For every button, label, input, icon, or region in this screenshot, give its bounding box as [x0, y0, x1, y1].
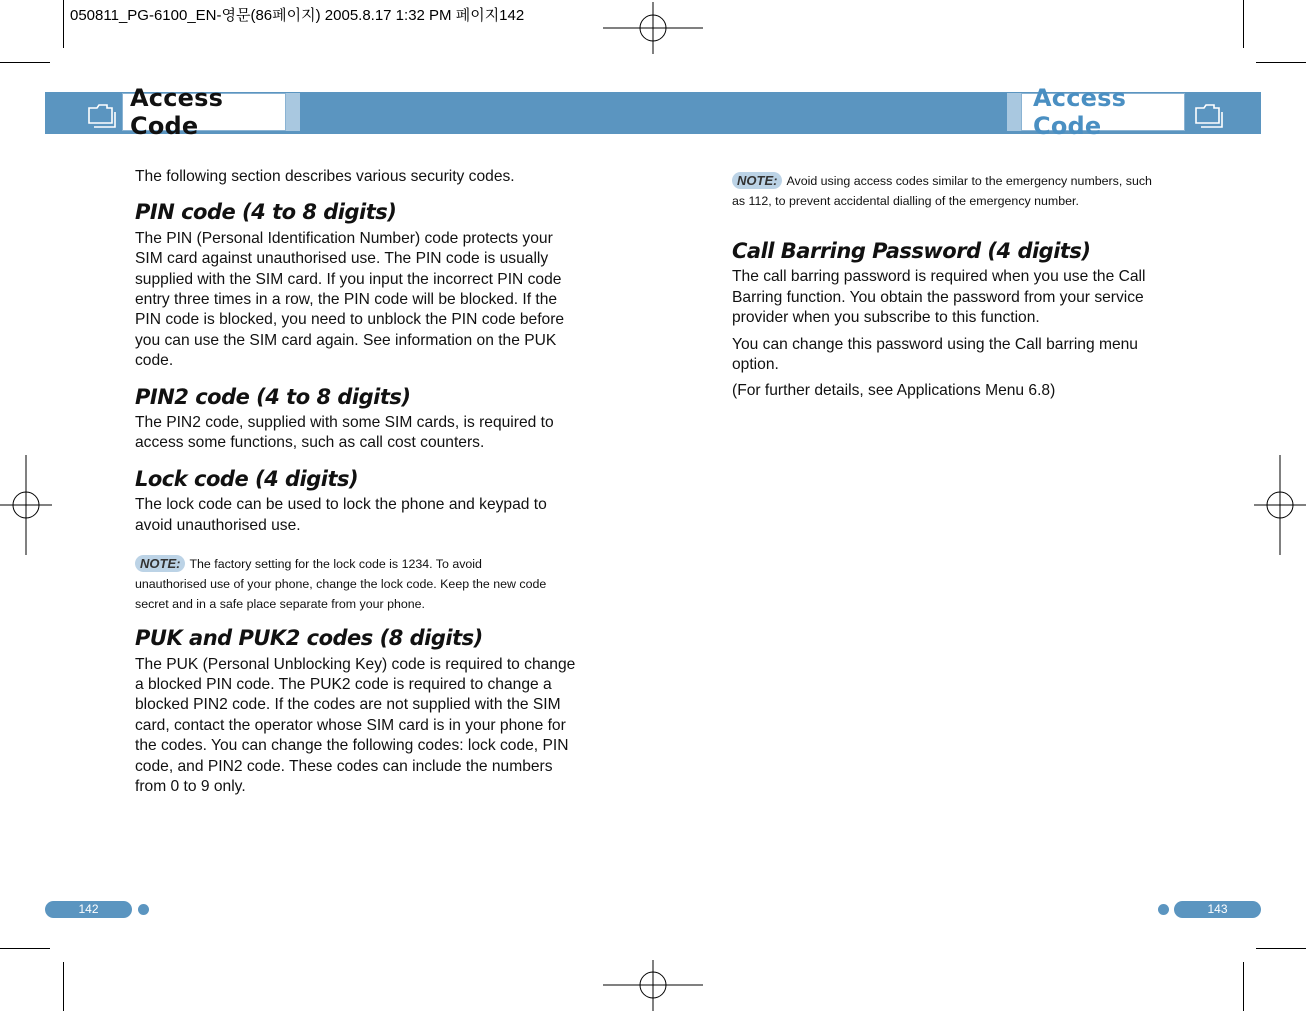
lock-code-heading: Lock code (4 digits) [135, 466, 359, 491]
pin-code-heading: PIN code (4 to 8 digits) [135, 200, 397, 225]
note-label: NOTE: [135, 555, 185, 572]
crop-mark [1256, 62, 1306, 63]
left-page-content [135, 167, 577, 803]
page-dot-right [1158, 904, 1169, 915]
pin2-code-body: The PIN2 code, supplied with some SIM cards, is required to access some functions, such as call cost counters. [135, 414, 554, 452]
puk-codes-heading: PUK and PUK2 codes (8 digits) [135, 626, 483, 651]
call-barring-heading: Call Barring Password (4 digits) [732, 239, 1091, 263]
lock-code-body: The lock code can be used to lock the phone and keypad to avoid unauthorised use. [135, 496, 547, 534]
registration-mark-icon [603, 2, 703, 54]
call-barring-paragraph: You can change this password using the Call barring menu option. [732, 335, 1138, 374]
call-barring-paragraph: (For further details, see Applications Menu 6.8) [732, 382, 1056, 400]
crop-mark [0, 62, 50, 63]
folder-outline-icon [1193, 100, 1223, 128]
print-slug: 050811_PG-6100_EN-영문(86페이지) 2005.8.17 1:32 PM 페이지142 [70, 7, 525, 24]
note-label: NOTE: [732, 172, 782, 189]
puk-codes-body: The PUK (Personal Unblocking Key) code is required to change a blocked PIN code. The PUK2 code is required to change a blocked PIN2 code. If the codes are not supplied with the SIM card, contact the operator whose SIM card is in your phone for the codes. You can change the following codes: lock code, PIN code, and PIN2 code. These codes can include the numbers from 0 to 9 only. [135, 655, 576, 795]
right-page-content [732, 171, 1172, 408]
lock-code-note [135, 554, 555, 614]
intro-text: The following section describes various security codes. [135, 168, 515, 185]
note-text: The factory setting for the lock code is 1234. To avoid unauthorised use of your phone, change the lock code. Keep the new code secret and in a safe place separate from your phone. [135, 557, 547, 612]
crop-mark [1256, 948, 1306, 949]
page-dot-left [138, 904, 149, 915]
registration-mark-icon [0, 455, 52, 555]
crop-mark [63, 962, 64, 1011]
right-page-title: Access Code [1033, 84, 1127, 140]
registration-mark-icon [1254, 455, 1306, 555]
right-title-edge [1007, 93, 1021, 131]
crop-mark [0, 948, 50, 949]
folder-outline-icon [86, 100, 116, 128]
page-number-right: 143 [1174, 901, 1261, 918]
note-text: Avoid using access codes similar to the emergency numbers, such as 112, to prevent accidental dialling of the emergency number. [732, 174, 1152, 208]
page-number-left: 142 [45, 901, 132, 918]
crop-mark [1243, 0, 1244, 48]
left-title-box [122, 84, 286, 140]
left-page-title: Access Code [130, 84, 224, 140]
pin2-code-heading: PIN2 code (4 to 8 digits) [135, 384, 411, 409]
left-title-edge [286, 93, 300, 131]
right-title-box [1021, 84, 1185, 140]
call-barring-paragraph: The call barring password is required when you use the Call Barring function. You obtain the password from your service provider when you subscribe to this function. [732, 268, 1146, 327]
registration-mark-icon [603, 960, 703, 1011]
crop-mark [1243, 962, 1244, 1011]
emergency-note [732, 171, 1157, 211]
pin-code-body: The PIN (Personal Identification Number) code protects your SIM card against unauthorised use. The PIN code is usually supplied with the SIM card. If you input the incorrect PIN code entry three times in a row, the PIN code will be blocked. If the PIN code is blocked, you need to unblock the PIN code before you can use the SIM card again. See information on the PUK code. [135, 229, 565, 370]
crop-mark [63, 0, 64, 48]
